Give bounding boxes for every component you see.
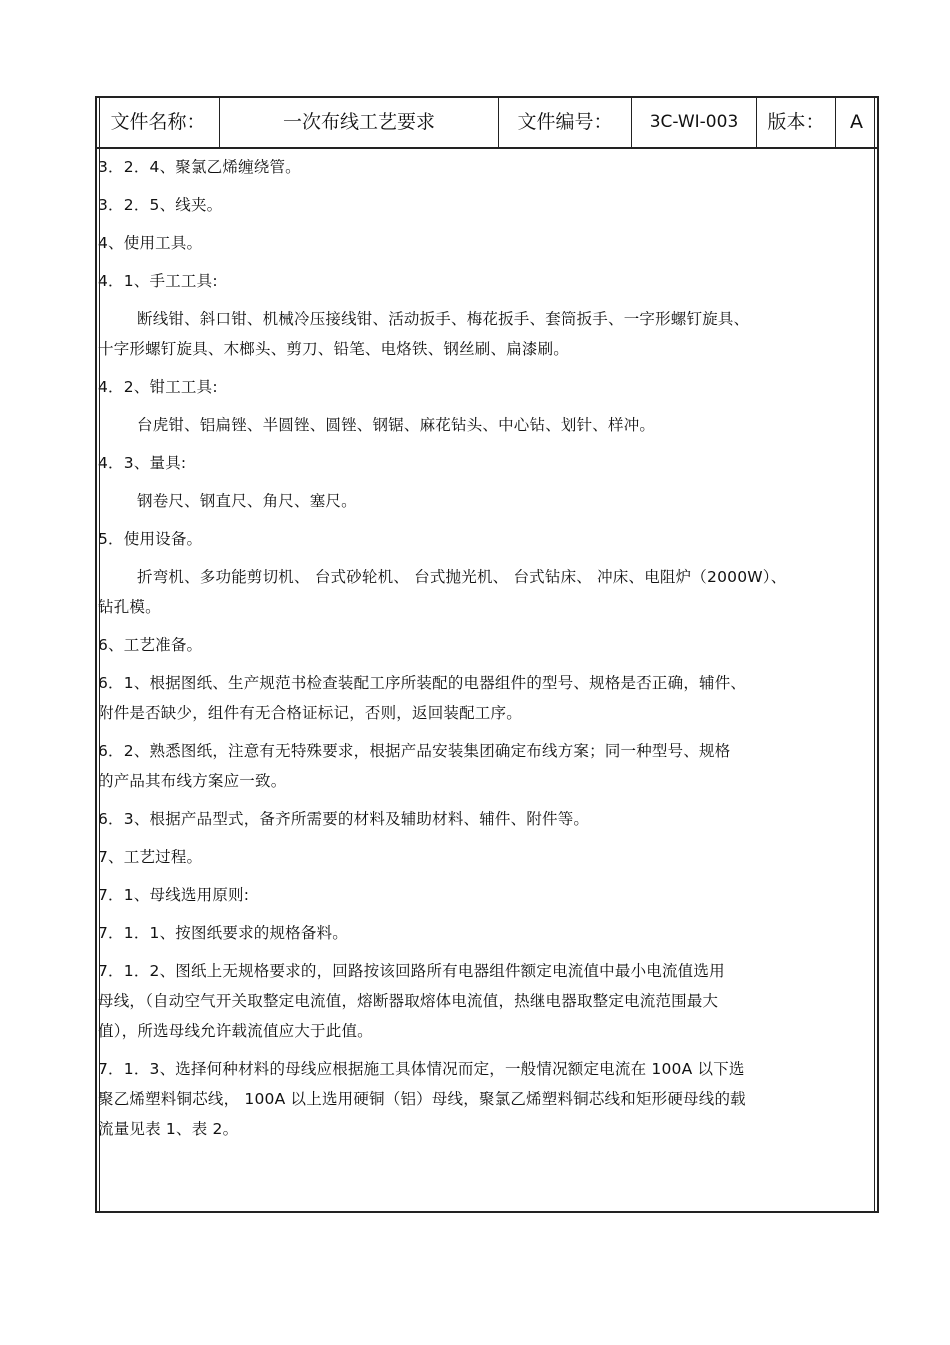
- text-line: 台虎钳、铝扁锉、半圆锉、圆锉、钢锯、麻花钻头、中心钻、划针、样冲。: [137, 416, 656, 434]
- text-line: 十字形螺钉旋具、木榔头、剪刀、铅笔、电烙铁、钢丝刷、扁漆刷。: [98, 340, 570, 358]
- text-line: 7．1．2、图纸上无规格要求的，回路按该回路所有电器组件额定电流值中最小电流值选用: [98, 962, 725, 980]
- text-line: 7．1、母线选用原则:: [98, 886, 250, 904]
- text-line: 4．2、钳工工具:: [98, 378, 218, 396]
- text-line: 5．使用设备。: [98, 530, 203, 548]
- text-line: 6．1、根据图纸、生产规范书检查装配工序所装配的电器组件的型号、规格是否正确，辅件、: [98, 674, 747, 692]
- text-line: 4、使用工具。: [98, 234, 203, 252]
- text-line: 3．2．5、线夹。: [98, 196, 223, 214]
- text-line: 钢卷尺、钢直尺、角尺、塞尺。: [137, 492, 357, 510]
- text-line: 6．2、熟悉图纸，注意有无特殊要求，根据产品安装集团确定布线方案；同一种型号、规格: [98, 742, 731, 760]
- text-line: 7．1．1、按图纸要求的规格备料。: [98, 924, 348, 942]
- file-name-value: 一次布线工艺要求: [220, 98, 499, 147]
- file-name-label: 文件名称：: [97, 98, 220, 147]
- version-value: A: [850, 111, 863, 133]
- text-line: 断线钳、斜口钳、机械冷压接线钳、活动扳手、梅花扳手、套筒扳手、一字形螺钉旋具、: [137, 310, 750, 328]
- file-number-label: 文件编号：: [499, 98, 632, 147]
- document-frame: [95, 96, 879, 1213]
- version-label: 版本：: [757, 98, 836, 147]
- text-line: 流量见表 1、表 2。: [98, 1120, 239, 1138]
- text-line: 3．2．4、聚氯乙烯缠绕管。: [98, 158, 301, 176]
- text-line: 钻孔模。: [98, 598, 161, 616]
- text-line: 母线，（自动空气开关取整定电流值，熔断器取熔体电流值，热继电器取整定电流范围最大: [98, 992, 719, 1010]
- file-number-value: 3C-WI-003: [632, 98, 757, 147]
- text-line: 的产品其布线方案应一致。: [98, 772, 287, 790]
- header-row: [97, 98, 877, 149]
- text-line: 附件是否缺少，组件有无合格证标记，否则，返回装配工序。: [98, 704, 522, 722]
- text-line: 6．3、根据产品型式，备齐所需要的材料及辅助材料、辅件、附件等。: [98, 810, 590, 828]
- text-line: 7、工艺过程。: [98, 848, 203, 866]
- text-line: 4．3、量具:: [98, 454, 187, 472]
- text-line: 7．1．3、选择何种材料的母线应根据施工具体情况而定，一般情况额定电流在 100A 以下选: [98, 1060, 745, 1078]
- text-line: 聚乙烯塑料铜芯线， 100A 以上选用硬铜（铝）母线，聚氯乙烯塑料铜芯线和矩形硬母线的载: [98, 1090, 746, 1108]
- text-line: 4．1、手工工具:: [98, 272, 218, 290]
- text-line: 6、工艺准备。: [98, 636, 203, 654]
- text-line: 折弯机、多功能剪切机、 台式砂轮机、 台式抛光机、 台式钻床、 冲床、电阻炉（2000W）、: [137, 568, 787, 586]
- text-line: 值），所选母线允许载流值应大于此值。: [98, 1022, 373, 1040]
